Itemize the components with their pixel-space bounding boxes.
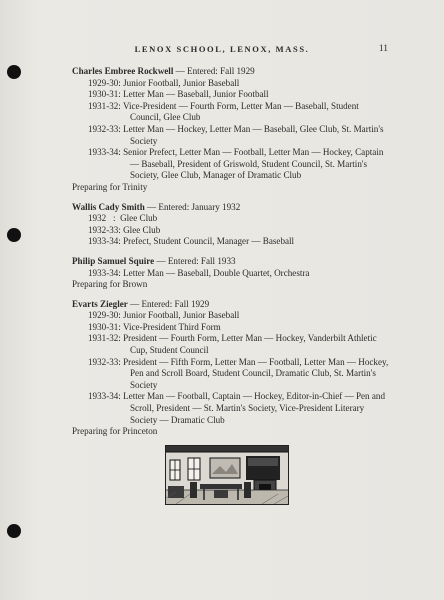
- activity-line: 1930-31: Letter Man — Baseball, Junior Football: [88, 89, 269, 100]
- activity-line: 1929-30: Junior Football, Junior Baseball: [88, 310, 240, 321]
- student-entry: [72, 299, 390, 438]
- room-sketch-icon: [166, 446, 288, 504]
- college-prep: Preparing for Trinity: [72, 181, 148, 192]
- student-name: Wallis Cady Smith: [72, 201, 145, 212]
- student-entry: [72, 66, 390, 194]
- college-prep: Preparing for Brown: [72, 279, 148, 290]
- activity-line: 1931-32: President — Fourth Form, Letter Man — Hockey, Vanderbilt Athletic Cup, Student Council: [88, 333, 377, 356]
- activity-line: 1932-33: Glee Club: [88, 224, 161, 235]
- binder-hole: [7, 228, 21, 242]
- activity-line: 1932-33: Letter Man — Hockey, Letter Man — Baseball, Glee Club, St. Martin's Society: [88, 123, 384, 146]
- entered-date: — Entered: Fall 1929: [173, 66, 255, 76]
- activity-line: 1933-34: Prefect, Student Council, Manager — Baseball: [88, 236, 295, 247]
- activity-line: 1933-34: Letter Man — Baseball, Double Quartet, Orchestra: [88, 267, 310, 278]
- activity-line: 1933-34: Senior Prefect, Letter Man — Football, Letter Man — Hockey, Captain — Baseball, President of Griswold, Student Council, St. Martin's Society, Glee Club, Manager of Dramatic Club: [88, 147, 384, 181]
- running-header: LENOX SCHOOL, LENOX, MASS.: [134, 44, 310, 54]
- room-illustration: [165, 445, 289, 505]
- binder-hole: [7, 65, 21, 79]
- entered-date: — Entered: Fall 1933: [154, 255, 236, 266]
- student-name: Evarts Ziegler: [72, 298, 128, 309]
- entered-date: — Entered: Fall 1929: [127, 298, 210, 309]
- student-entry: [72, 202, 390, 248]
- activity-line: 1933-34: Letter Man — Football, Captain — Hockey, Editor-in-Chief — Pen and Scroll, President — St. Martin's Society, Vice-President Literary Society — Dramatic Club: [88, 391, 385, 425]
- activity-line: 1930-31: Vice-President Third Form: [88, 321, 221, 332]
- activity-line: 1932-33: President — Fifth Form, Letter Man — Football, Letter Man — Hockey, Pen and Scroll Board, Student Council, Dramatic Club, St. Martin's Society: [88, 356, 389, 390]
- student-name: Charles Embree Rockwell: [72, 66, 174, 76]
- activity-line: 1931-32: Vice-President — Fourth Form, Letter Man — Baseball, Student Council, Glee Club: [88, 100, 359, 123]
- student-entries: [72, 66, 390, 446]
- page-number: 11: [378, 44, 388, 54]
- entered-date: — Entered: January 1932: [144, 201, 241, 212]
- student-entry: [72, 256, 390, 291]
- student-name: Philip Samuel Squire: [72, 255, 155, 266]
- activity-line: 1929-30: Junior Football, Junior Baseball: [88, 77, 240, 88]
- college-prep: Preparing for Princeton: [72, 426, 158, 437]
- activity-line: 1932 : Glee Club: [88, 213, 158, 224]
- binder-hole: [7, 524, 21, 538]
